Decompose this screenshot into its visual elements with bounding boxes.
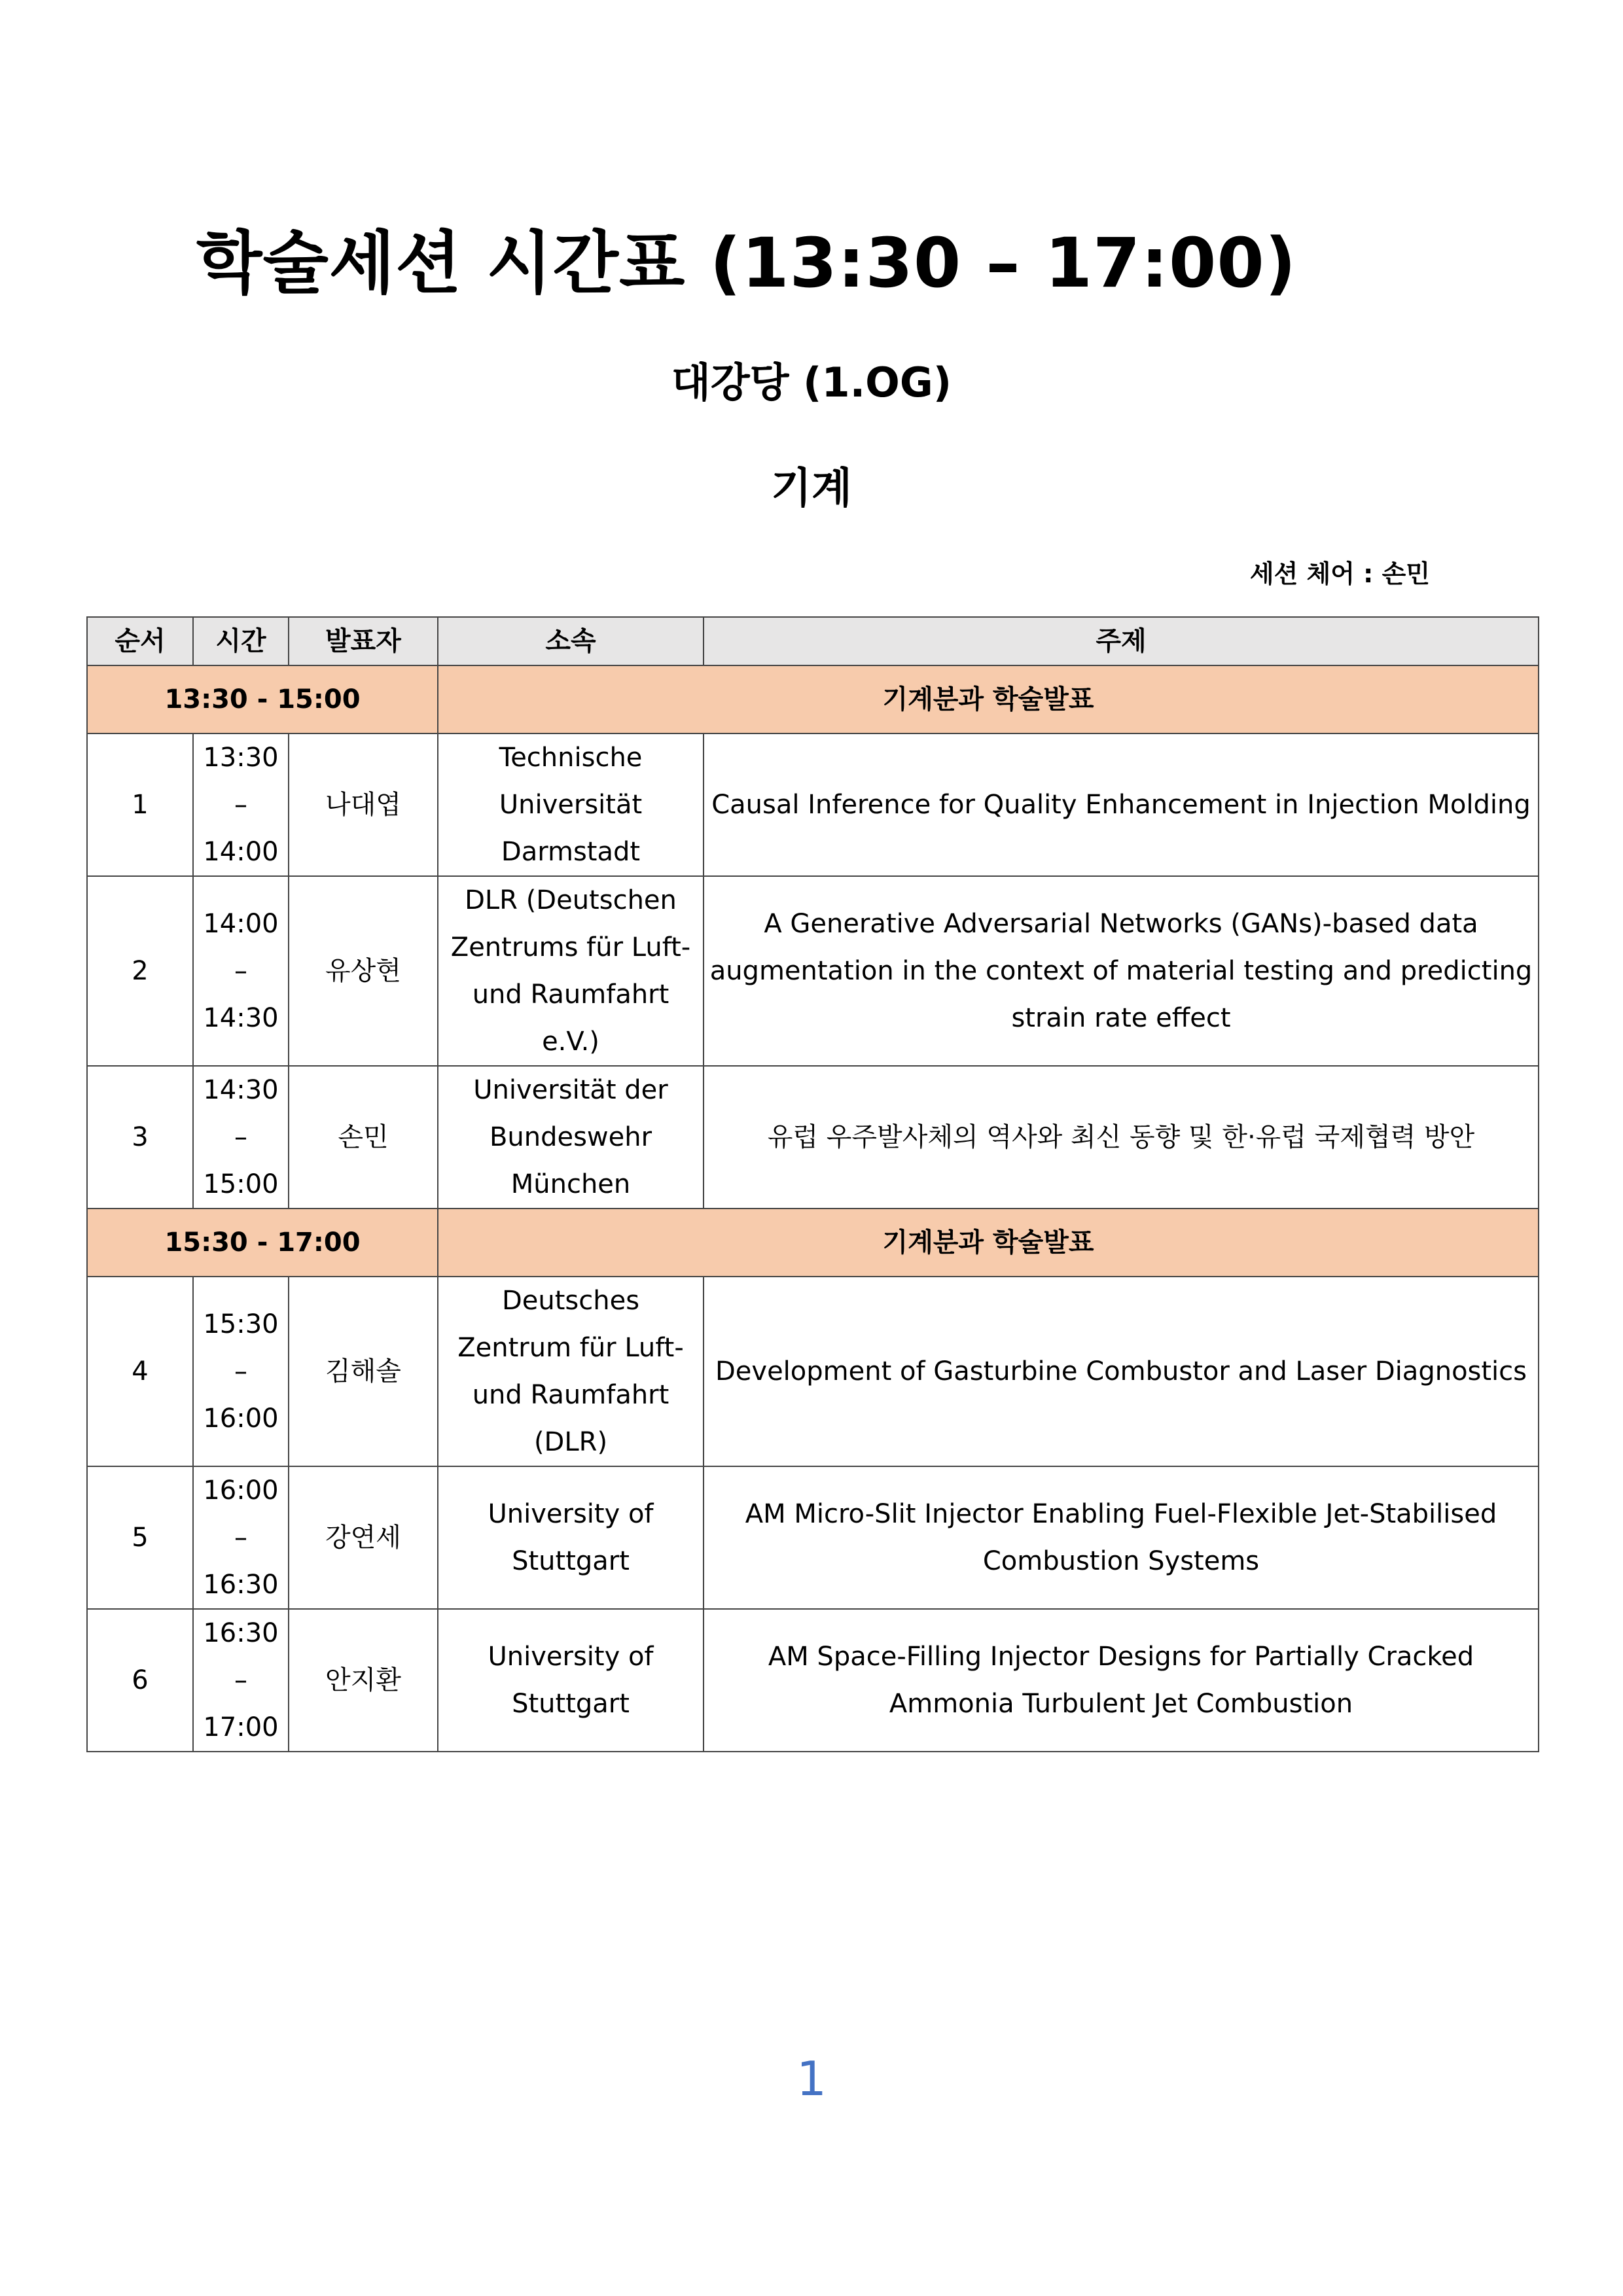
table-row: [87, 1277, 1539, 1466]
row-order: 2: [87, 876, 193, 1066]
row-presenter: 손민: [289, 1066, 438, 1209]
row-order: 3: [87, 1066, 193, 1209]
row-time: 14:00 – 14:30: [193, 876, 289, 1066]
session-chair: 세션 체어 : 손민: [1249, 559, 1430, 588]
header-order: 순서: [87, 617, 193, 665]
session-time: 15:30 - 17:00: [87, 1209, 438, 1277]
table-row: [87, 876, 1539, 1066]
header-affiliation: 소속: [438, 617, 704, 665]
row-affiliation: DLR (Deutschen Zentrums für Luft- und Raumfahrt e.V.): [438, 876, 704, 1066]
table-row: [87, 1466, 1539, 1609]
row-affiliation: Universität der Bundeswehr München: [438, 1066, 704, 1209]
session-row-2: [87, 1209, 1539, 1277]
session-time: 13:30 - 15:00: [87, 665, 438, 733]
header-time: 시간: [193, 617, 289, 665]
header-topic: 주제: [704, 617, 1539, 665]
row-order: 6: [87, 1609, 193, 1752]
table-row: [87, 1609, 1539, 1752]
session-row-1: [87, 665, 1539, 733]
row-order: 4: [87, 1277, 193, 1466]
row-time: 13:30 – 14:00: [193, 733, 289, 876]
row-affiliation: University of Stuttgart: [438, 1466, 704, 1609]
field-heading: 기계: [771, 465, 852, 513]
page-title: 학술세션 시간표 (13:30 – 17:00): [196, 223, 1297, 303]
schedule-table: [86, 616, 1539, 1752]
header-presenter: 발표자: [289, 617, 438, 665]
row-time: 16:00 – 16:30: [193, 1466, 289, 1609]
row-presenter: 나대엽: [289, 733, 438, 876]
row-affiliation: Technische Universität Darmstadt: [438, 733, 704, 876]
row-topic: Development of Gasturbine Combustor and Laser Diagnostics: [704, 1277, 1539, 1466]
row-time: 14:30 – 15:00: [193, 1066, 289, 1209]
row-presenter: 유상현: [289, 876, 438, 1066]
row-topic: 유럽 우주발사체의 역사와 최신 동향 및 한·유럽 국제협력 방안: [704, 1066, 1539, 1209]
row-time: 15:30 – 16:00: [193, 1277, 289, 1466]
row-topic: AM Micro-Slit Injector Enabling Fuel-Flexible Jet-Stabilised Combustion Systems: [704, 1466, 1539, 1609]
row-topic: Causal Inference for Quality Enhancement in Injection Molding: [704, 733, 1539, 876]
session-title: 기계분과 학술발표: [438, 665, 1539, 733]
row-presenter: 김해솔: [289, 1277, 438, 1466]
table-header-row: [87, 617, 1539, 665]
venue-heading: 대강당 (1.OG): [671, 359, 952, 406]
table-row: [87, 1066, 1539, 1209]
session-title: 기계분과 학술발표: [438, 1209, 1539, 1277]
row-order: 1: [87, 733, 193, 876]
page-number: 1: [796, 2051, 827, 2106]
row-presenter: 강연세: [289, 1466, 438, 1609]
row-affiliation: Deutsches Zentrum für Luft- und Raumfahrt (DLR): [438, 1277, 704, 1466]
row-topic: AM Space-Filling Injector Designs for Partially Cracked Ammonia Turbulent Jet Combustion: [704, 1609, 1539, 1752]
row-order: 5: [87, 1466, 193, 1609]
row-time: 16:30 – 17:00: [193, 1609, 289, 1752]
row-affiliation: University of Stuttgart: [438, 1609, 704, 1752]
row-presenter: 안지환: [289, 1609, 438, 1752]
table-row: [87, 733, 1539, 876]
row-topic: A Generative Adversarial Networks (GANs)-based data augmentation in the context of material testing and predicting strain rate effect: [704, 876, 1539, 1066]
